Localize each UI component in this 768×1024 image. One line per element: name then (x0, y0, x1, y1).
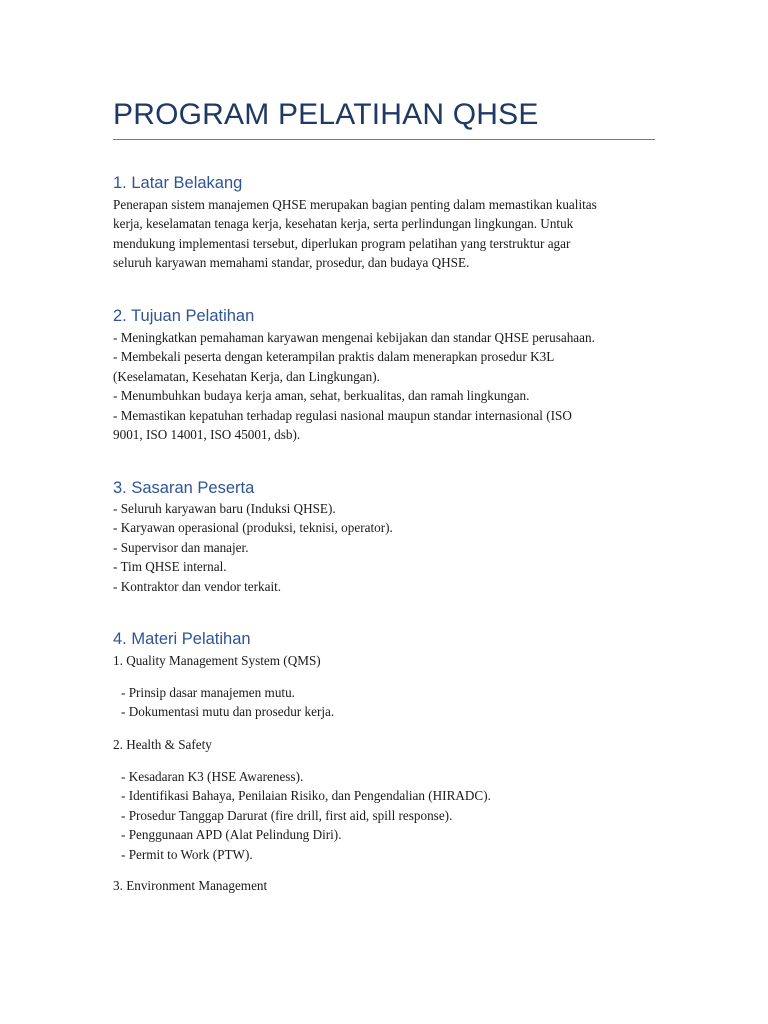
paragraph-line: kerja, keselamatan tenaga kerja, kesehatan kerja, serta perlindungan lingkungan. Untuk (113, 216, 574, 232)
section-heading-materials: 4. Materi Pelatihan (113, 630, 251, 648)
module-items (113, 683, 334, 722)
list-item: - Tim QHSE internal. (113, 559, 227, 575)
module-title: 3. Environment Management (113, 878, 268, 893)
list-item: - Memastikan kepatuhan terhadap regulasi nasional maupun standar internasional (ISO (113, 407, 572, 423)
list-item: - Supervisor dan manajer. (113, 539, 249, 555)
paragraph-line: Penerapan sistem manajemen QHSE merupakan bagian penting dalam memastikan kualitas (113, 197, 597, 212)
list-item: - Dokumentasi mutu dan prosedur kerja. (121, 704, 335, 720)
list-item: - Identifikasi Bahaya, Penilaian Risiko, dan Pengendalian (HIRADC). (121, 788, 491, 804)
section-heading-objectives: 2. Tujuan Pelatihan (113, 307, 255, 325)
list-item: 9001, ISO 14001, ISO 45001, dsb). (113, 426, 301, 442)
list-item: - Penggunaan APD (Alat Pelindung Diri). (121, 827, 342, 843)
list-item: - Prosedur Tanggap Darurat (fire drill, first aid, spill response). (121, 807, 453, 823)
background-paragraph (113, 195, 597, 273)
section-heading-participants: 3. Sasaran Peserta (113, 479, 255, 497)
list-item: - Prinsip dasar manajemen mutu. (121, 685, 295, 700)
list-item: (Keselamatan, Kesehatan Kerja, dan Lingkungan). (113, 368, 380, 384)
list-item: - Meningkatkan pemahaman karyawan mengenai kebijakan dan standar QHSE perusahaan. (113, 330, 595, 345)
participants-list (113, 499, 393, 596)
paragraph-line: seluruh karyawan memahami standar, prosedur, dan budaya QHSE. (113, 255, 470, 271)
section-heading-background: 1. Latar Belakang (113, 174, 243, 192)
document-title: PROGRAM PELATIHAN QHSE (113, 98, 539, 131)
list-item: - Seluruh karyawan baru (Induksi QHSE). (113, 501, 336, 516)
list-item: - Permit to Work (PTW). (121, 846, 253, 862)
module-items (113, 767, 491, 864)
paragraph-line: mendukung implementasi tersebut, diperlukan program pelatihan yang terstruktur agar (113, 235, 571, 251)
list-item: - Membekali peserta dengan keterampilan praktis dalam menerapkan prosedur K3L (113, 349, 555, 365)
module-title: 2. Health & Safety (113, 737, 212, 752)
title-underline (113, 139, 655, 140)
list-item: - Menumbuhkan budaya kerja aman, sehat, berkualitas, dan ramah lingkungan. (113, 388, 530, 404)
module-title: 1. Quality Management System (QMS) (113, 653, 321, 668)
list-item: - Karyawan operasional (produksi, teknisi, operator). (113, 520, 393, 536)
objectives-list (113, 328, 595, 444)
list-item: - Kontraktor dan vendor terkait. (113, 578, 282, 594)
list-item: - Kesadaran K3 (HSE Awareness). (121, 769, 304, 784)
